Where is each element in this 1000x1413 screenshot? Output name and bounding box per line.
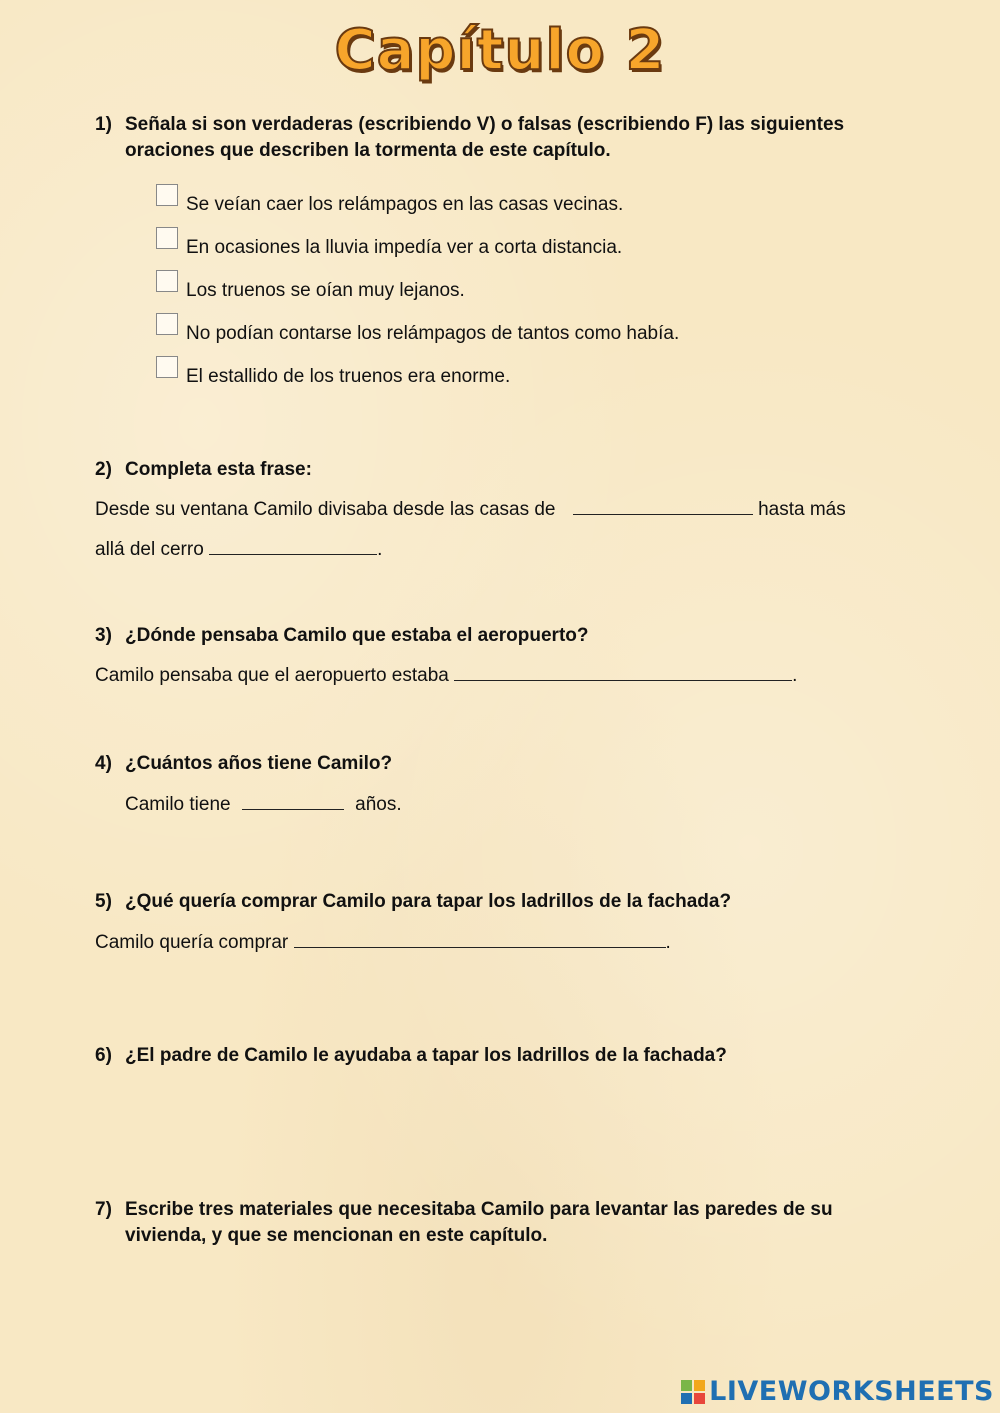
- question-text: Escribe tres materiales que necesitaba Camilo para levantar las paredes de su vivienda, y que se mencionan en este capítulo.: [125, 1199, 833, 1246]
- tf-item-text: El estallido de los truenos era enorme.: [186, 366, 511, 387]
- question-number: 4): [95, 753, 112, 774]
- tf-item-text: No podían contarse los relámpagos de tantos como había.: [186, 323, 680, 344]
- question-text: ¿El padre de Camilo le ayudaba a tapar los ladrillos de la fachada?: [125, 1045, 727, 1066]
- tf-item-5: [156, 362, 510, 388]
- answer-prefix: Camilo pensaba que el aeropuerto estaba: [95, 665, 449, 686]
- liveworksheets-watermark: [681, 1376, 994, 1407]
- tf-item-4: [156, 319, 679, 345]
- question-number: 7): [95, 1199, 112, 1220]
- answer-prefix: Camilo quería comprar: [95, 932, 289, 953]
- question-number: 3): [95, 625, 112, 646]
- answer-checkbox[interactable]: [156, 227, 178, 249]
- question-text: ¿Cuántos años tiene Camilo?: [125, 753, 393, 774]
- answer-checkbox[interactable]: [156, 356, 178, 378]
- fill-sentence-line-1: [95, 496, 846, 521]
- answer-line-3: [95, 662, 797, 687]
- answer-line-5: [95, 929, 671, 954]
- fill-sentence-line-2: [95, 536, 382, 561]
- tf-item-text: En ocasiones la lluvia impedía ver a corta distancia.: [186, 237, 623, 258]
- liveworksheets-logo-icon: [681, 1380, 705, 1404]
- answer-blank-age[interactable]: [242, 791, 344, 810]
- tf-item-2: [156, 233, 622, 259]
- answer-blank-airport[interactable]: [454, 662, 792, 681]
- tf-item-3: [156, 276, 465, 302]
- tf-item-1: [156, 190, 623, 216]
- sentence-period: .: [377, 539, 383, 560]
- sentence-text: allá del cerro: [95, 539, 204, 560]
- question-5: [95, 889, 895, 915]
- question-text: ¿Dónde pensaba Camilo que estaba el aeropuerto?: [125, 625, 589, 646]
- question-number: 1): [95, 114, 112, 135]
- answer-blank-purchase[interactable]: [294, 929, 666, 948]
- answer-suffix: años.: [355, 794, 402, 815]
- question-7: [95, 1197, 895, 1249]
- question-2: [95, 457, 895, 483]
- question-4: [95, 751, 895, 777]
- answer-checkbox[interactable]: [156, 313, 178, 335]
- answer-checkbox[interactable]: [156, 270, 178, 292]
- sentence-text: hasta más: [758, 499, 846, 520]
- question-number: 2): [95, 459, 112, 480]
- tf-item-text: Se veían caer los relámpagos en las casas vecinas.: [186, 194, 624, 215]
- sentence-text: Desde su ventana Camilo divisaba desde las casas de: [95, 499, 556, 520]
- question-text: Completa esta frase:: [125, 459, 312, 480]
- question-3: [95, 623, 895, 649]
- question-text: ¿Qué quería comprar Camilo para tapar los ladrillos de la fachada?: [125, 891, 732, 912]
- answer-checkbox[interactable]: [156, 184, 178, 206]
- answer-prefix: Camilo tiene: [125, 794, 231, 815]
- answer-blank-houses[interactable]: [573, 496, 753, 515]
- question-number: 6): [95, 1045, 112, 1066]
- watermark-text: LIVEWORKSHEETS: [709, 1376, 994, 1407]
- sentence-period: .: [792, 665, 798, 686]
- question-number: 5): [95, 891, 112, 912]
- page-title: Capítulo 2: [334, 18, 666, 83]
- answer-line-4: [125, 791, 402, 816]
- question-1: [95, 112, 895, 164]
- tf-item-text: Los truenos se oían muy lejanos.: [186, 280, 465, 301]
- sentence-period: .: [665, 932, 671, 953]
- question-text: Señala si son verdaderas (escribiendo V) o falsas (escribiendo F) las siguientes oraciones que describen la tormenta de este capítulo.: [125, 114, 845, 161]
- question-6: [95, 1043, 895, 1069]
- answer-blank-hill[interactable]: [209, 536, 377, 555]
